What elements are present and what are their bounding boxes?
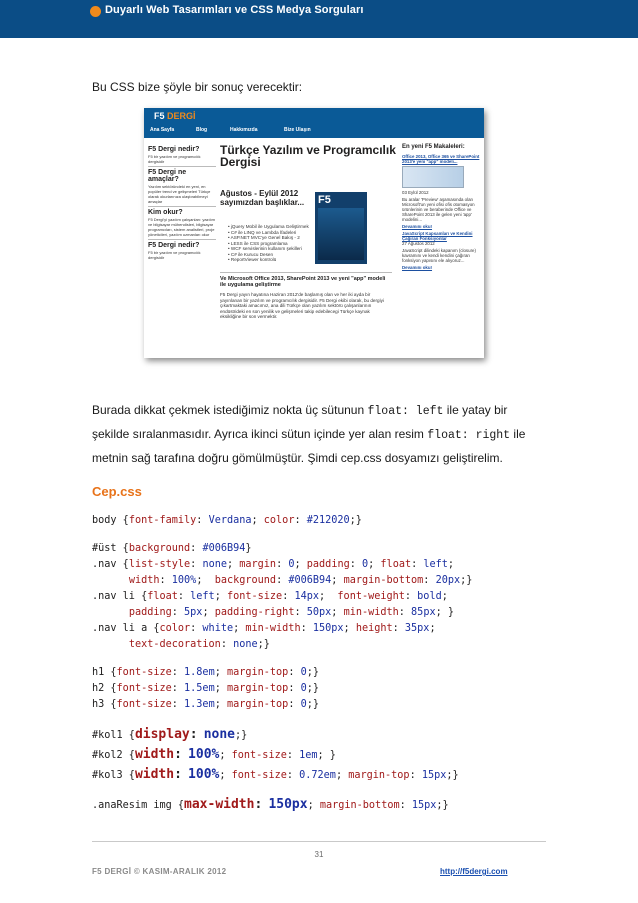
code-line: width: 100%; background: #006B94; margin-bottom: 20px;}: [128, 575, 473, 586]
inline-code: float: right: [427, 429, 511, 442]
left-text: F5 bir yazılım ve programcılık dergisidir: [148, 250, 201, 260]
code-line: .nav li a {color: white; min-width: 150px; height: 35px;: [92, 623, 436, 634]
article-link[interactable]: JavaScript Kapsamları ve Kendini Çağıran Fonksiyonlar: [402, 230, 473, 241]
left-heading: F5 Dergi nedir?: [148, 242, 200, 249]
article-summary: JavaScript dilindeki kapanım (closure) kavramını ve kendi kendini çağıran fonksiyon yapısını ele alıyoruz...: [402, 247, 476, 263]
magazine-cover: [315, 192, 367, 264]
article-summary: Bu aralar 'Preview' aşamasında olan Microsoft'un yeni ofisi ofis otomasyon ürünlerinin ve beraberinde Office ve SharePoint 2013 ile gelen yeni 'app' modelini...: [402, 196, 475, 222]
body-paragraph: [92, 399, 542, 469]
intro-text: Bu CSS bize şöyle bir sonuç verecektir:: [92, 80, 303, 94]
body-text: Burada dikkat çekmek istediğimiz nokta üç sütunun: [92, 403, 368, 417]
code-line: .anaResim img {max-width: 150px; margin-bottom: 15px;}: [92, 797, 449, 812]
list-item: • C# ile Kurucu Desen: [228, 252, 316, 258]
article-date: 03 Eylül 2012: [402, 189, 429, 195]
footer-divider: [92, 841, 546, 842]
issue-topic-list: [228, 224, 316, 263]
body-text: ile yatay bir şekilde sıralanmasıdır. Ayrıca ikinci sütun içinde yer alan resim: [92, 403, 508, 441]
code-line: #kol2 {width: 100%; font-size: 1em; }: [92, 747, 336, 762]
list-item: • ASP.NET MVC'ye Genel Bakış - 2: [228, 235, 316, 241]
code-block: [92, 513, 572, 812]
article-thumbnail: [402, 166, 464, 188]
site-nav: [144, 126, 484, 138]
website-screenshot: [144, 108, 484, 358]
site-logo: F5 DERGİ: [150, 110, 200, 123]
cover-logo: F5: [318, 194, 331, 206]
page-number: 31: [314, 850, 324, 859]
list-item: • LESS ile CSS programlama: [228, 241, 316, 247]
footer-link[interactable]: http://f5dergi.com: [440, 867, 508, 876]
inline-code: float: left: [367, 405, 444, 418]
site-main-column: [220, 144, 396, 354]
left-text: F5 bir yazılım ve programcılık dergisidir: [148, 154, 201, 164]
right-heading: En yeni F5 Makaleleri:: [402, 144, 465, 150]
divider: [220, 272, 392, 273]
code-line: .nav {list-style: none; margin: 0; padding: 0; float: left;: [92, 559, 455, 570]
code-line: #üst {background: #006B94}: [92, 543, 252, 554]
site-nav-contact[interactable]: Bize Ulaşın: [284, 127, 311, 133]
section-title: Cep.css: [92, 484, 142, 499]
left-heading: Kim okur?: [148, 209, 183, 216]
left-text: Yazılım sektöründeki en yeni, en popüler trend ve gelişmeleri Türkçe olarak okurlarınıza ulaştırabilmeyi amaçlar: [148, 184, 211, 204]
article-link[interactable]: Office 2013, Office 365 ve SharePoint 2013'e yeni "app" modeli...: [402, 153, 480, 164]
code-line: body {font-family: Verdana; color: #212020;}: [92, 515, 362, 526]
left-heading: F5 Dergi nedir?: [148, 146, 200, 153]
read-more-link[interactable]: Devamını oku!: [402, 264, 433, 270]
site-nav-home[interactable]: Ana Sayfa: [150, 127, 175, 133]
code-line: h3 {font-size: 1.3em; margin-top: 0;}: [92, 699, 320, 710]
orange-dot-icon: [90, 6, 101, 17]
left-heading: F5 Dergi ne amaçlar?: [148, 169, 187, 183]
site-left-column: [148, 144, 216, 354]
code-line: h1 {font-size: 1.8em; margin-top: 0;}: [92, 667, 320, 678]
list-item: • jQuery Mobil ile Uygulama Geliştirmek: [228, 224, 316, 230]
list-item: • ReportViewer kontrolü: [228, 257, 316, 263]
site-right-column: [402, 144, 480, 354]
site-paragraph: F5 Dergi yayın hayatına Haziran 2012'de başlamış olan ve her iki ayda bir yayınlanan bir yazılım ve programcılık dergisidir. F5 Dergi ekibi olarak, bu dergiyi çıkartmaktaki amacımız, ana dili Türkçe olan yazılım sektörü çalışanlarının endüstrideki en son yenilik ve gelişmeleri takip edebilecegi Türkçe kaynak eksikliğine bir son vermektir.: [220, 292, 384, 319]
site-main-title: Türkçe Yazılım ve Programcılık Dergisi: [220, 143, 396, 169]
site-issue-title: Ağustos - Eylül 2012 sayımızdan başlıklar...: [220, 189, 305, 207]
header-title: Duyarlı Web Tasarımları ve CSS Medya Sorguları: [105, 4, 364, 16]
read-more-link[interactable]: Devamını oku!: [402, 223, 433, 229]
footer-copyright: F5 DERGİ © KASIM-ARALIK 2012: [92, 867, 227, 876]
site-subheading: Ve Microsoft Office 2013, SharePoint 2013 ve yeni "app" modeli ile uygulama geliştirme: [220, 276, 386, 288]
page-header: [0, 0, 638, 38]
site-nav-about[interactable]: Hakkımızda: [230, 127, 258, 133]
code-line: #kol3 {width: 100%; font-size: 0.72em; margin-top: 15px;}: [92, 767, 459, 782]
code-line: #kol1 {display: none;}: [92, 727, 248, 742]
list-item: • C# ile LINQ ve Lambda İfadeleri: [228, 230, 316, 236]
site-nav-blog[interactable]: Blog: [196, 127, 208, 133]
code-line: text-decoration: none;}: [128, 639, 270, 650]
body-text: ile metnin sağ tarafına doğru gömülmüştür. Şimdi cep.css dosyamızı geliştirelim.: [92, 427, 526, 465]
list-item: • WCF servislerinin kullanım şekilleri: [228, 246, 316, 252]
article-date: 27 Ağustos 2012: [402, 240, 435, 246]
code-line: h2 {font-size: 1.5em; margin-top: 0;}: [92, 683, 320, 694]
code-line: padding: 5px; padding-right: 50px; min-width: 85px; }: [128, 607, 454, 618]
code-line: .nav li {float: left; font-size: 14px; font-weight: bold;: [92, 591, 448, 602]
left-text: F5 Dergi'yi yazılım çalışanları: yazılım ve bilgisayar mühendisleri, bilgisayar programcıları, sistem analistleri, proje yöneticileri, yazılım uzmanları okur: [148, 217, 216, 237]
cover-image: [318, 208, 364, 260]
